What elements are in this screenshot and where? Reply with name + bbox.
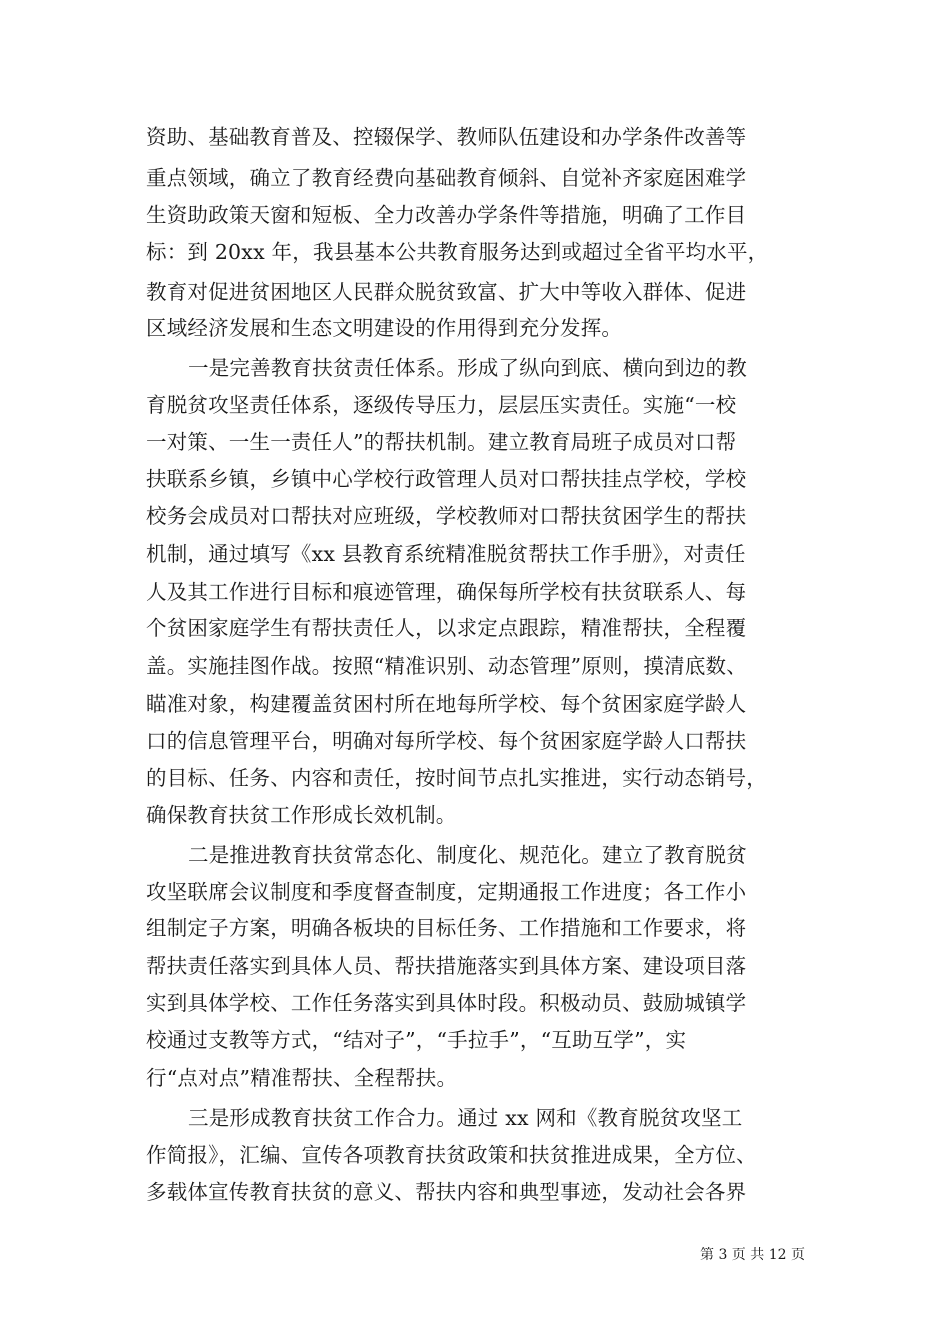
paragraph-line: 瞄准对象，构建覆盖贫困村所在地每所学校、每个贫困家庭学龄人 xyxy=(146,692,747,716)
paragraph-line: 实到具体学校、工作任务落实到具体时段。积极动员、鼓励城镇学 xyxy=(146,991,747,1015)
paragraph-line: 多载体宣传教育扶贫的意义、帮扶内容和典型事迹，发动社会各界 xyxy=(146,1180,747,1204)
paragraph-first-line: 二是推进教育扶贫常态化、制度化、规范化。建立了教育脱贫 xyxy=(188,843,747,867)
paragraph-line: 确保教育扶贫工作形成长效机制。 xyxy=(146,803,457,827)
paragraph-line: 组制定子方案，明确各板块的目标任务、工作措施和工作要求，将 xyxy=(146,916,747,940)
paragraph-line: 育脱贫攻坚责任体系，逐级传导压力，层层压实责任。实施“一校 xyxy=(146,393,737,417)
paragraph-line: 校务会成员对口帮扶对应班级，学校教师对口帮扶贫困学生的帮扶 xyxy=(146,504,747,528)
paragraph-line: 行“点对点”精准帮扶、全程帮扶。 xyxy=(146,1066,458,1090)
paragraph-line: 校通过支教等方式，“结对子”，“手拉手”，“互助互学”，实 xyxy=(146,1028,687,1052)
paragraph-line: 一对策、一生一责任人”的帮扶机制。建立教育局班子成员对口帮 xyxy=(146,430,737,454)
paragraph-line: 区域经济发展和生态文明建设的作用得到充分发挥。 xyxy=(146,316,623,340)
paragraph-line: 人及其工作进行目标和痕迹管理，确保每所学校有扶贫联系人、每 xyxy=(146,580,747,604)
paragraph-line: 盖。实施挂图作战。按照“精准识别、动态管理”原则，摸清底数、 xyxy=(146,654,747,678)
paragraph-line: 帮扶责任落实到具体人员、帮扶措施落实到具体方案、建设项目落 xyxy=(146,954,747,978)
paragraph-line: 机制，通过填写《xx 县教育系统精准脱贫帮扶工作手册》，对责任 xyxy=(146,542,746,566)
paragraph-line: 重点领域，确立了教育经费向基础教育倾斜、自觉补齐家庭困难学 xyxy=(146,166,747,190)
paragraph-line: 扶联系乡镇，乡镇中心学校行政管理人员对口帮扶挂点学校，学校 xyxy=(146,467,747,491)
paragraph-line: 作简报》，汇编、宣传各项教育扶贫政策和扶贫推进成果，全方位、 xyxy=(146,1143,757,1167)
paragraph-line: 标：到 20xx 年，我县基本公共教育服务达到或超过全省平均水平， xyxy=(146,240,769,264)
paragraph-line: 教育对促进贫困地区人民群众脱贫致富、扩大中等收入群体、促进 xyxy=(146,280,747,304)
paragraph-line: 资助、基础教育普及、控辍保学、教师队伍建设和办学条件改善等 xyxy=(146,125,747,149)
paragraph-line: 的目标、任务、内容和责任，按时间节点扎实推进，实行动态销号， xyxy=(146,766,767,790)
page-number-footer: 第 3 页 共 12 页 xyxy=(700,1247,805,1263)
paragraph-line: 生资助政策天窗和短板、全力改善办学条件等措施，明确了工作目 xyxy=(146,203,747,227)
paragraph-first-line: 三是形成教育扶贫工作合力。通过 xx 网和《教育脱贫攻坚工 xyxy=(188,1106,743,1130)
paragraph-first-line: 一是完善教育扶贫责任体系。形成了纵向到底、横向到边的教 xyxy=(188,356,747,380)
paragraph-line: 口的信息管理平台，明确对每所学校、每个贫困家庭学龄人口帮扶 xyxy=(146,729,747,753)
paragraph-line: 个贫困家庭学生有帮扶责任人，以求定点跟踪，精准帮扶，全程覆 xyxy=(146,616,747,640)
paragraph-line: 攻坚联席会议制度和季度督查制度，定期通报工作进度；各工作小 xyxy=(146,880,747,904)
